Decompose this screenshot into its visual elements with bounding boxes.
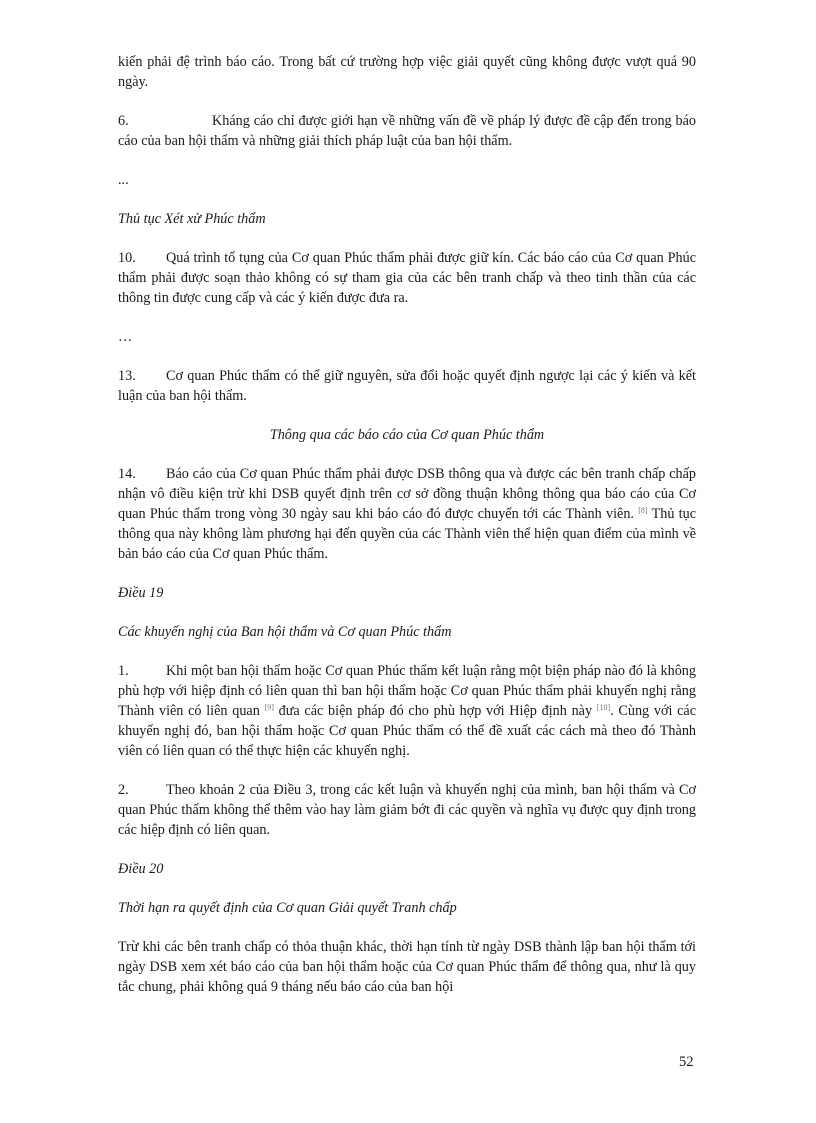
paragraph-intro: kiến phải đệ trình báo cáo. Trong bất cứ trường hợp việc giải quyết cũng không được vượt quá 90 ngày.	[118, 54, 696, 90]
paragraph-number: 6.	[118, 113, 129, 129]
ellipsis: ...	[118, 172, 129, 188]
paragraph-text: Quá trình tố tụng của Cơ quan Phúc thẩm phải được giữ kín. Các báo cáo của Cơ quan Phúc thẩm phải được soạn thảo không có sự tham gia của các bên tranh chấp và theo tinh thần của các thông tin được cung cấp và các ý kiến được đưa ra.	[118, 250, 696, 306]
paragraph-text: . Cùng với các khuyến nghị đó, ban hội thẩm hoặc Cơ quan Phúc thẩm có thể đề xuất các cách mà theo đó Thành viên có liên quan có thể thực hiện các khuyến nghị.	[118, 703, 697, 759]
paragraph-number: 1.	[118, 663, 129, 679]
article-19-title: Các khuyến nghị của Ban hội thẩm và Cơ quan Phúc thẩm	[118, 624, 452, 640]
article-19-heading: Điều 19	[118, 585, 164, 601]
paragraph-13	[118, 366, 696, 406]
paragraph-text: Theo khoản 2 của Điều 3, trong các kết luận và khuyến nghị của mình, ban hội thẩm và Cơ quan Phúc thẩm không thể thêm vào hay làm giảm bớt đi các quyền và nghĩa vụ được quy định trong các hiệp định có liên quan.	[118, 782, 696, 838]
paragraph-text: Báo cáo của Cơ quan Phúc thẩm phải được DSB thông qua và được các bên tranh chấp chấp nhận vô điều kiện trừ khi DSB quyết định trên cơ sở đồng thuận không thông qua báo cáo của Cơ quan Phúc thẩm trong vòng 30 ngày sau khi báo cáo đó được chuyển tới các Thành viên.	[118, 466, 696, 522]
paragraph-14	[118, 464, 696, 564]
ellipsis: …	[118, 329, 133, 345]
section-heading-procedure: Thủ tục Xét xử Phúc thẩm	[118, 211, 266, 227]
paragraph-text: Khi một ban hội thẩm hoặc Cơ quan Phúc thẩm kết luận rằng một biện pháp nào đó là không phù hợp với hiệp định có liên quan thì ban hội thẩm hoặc Cơ quan Phúc thẩm phải khuyến nghị rằng Thành viên có liên quan	[118, 663, 696, 719]
paragraph-text: đưa các biện pháp đó cho phù hợp với Hiệp định này	[278, 703, 593, 719]
article-20-title: Thời hạn ra quyết định của Cơ quan Giải quyết Tranh chấp	[118, 900, 457, 916]
paragraph-19-2	[118, 780, 696, 840]
paragraph-number: 14.	[118, 466, 136, 482]
paragraph-number: 10.	[118, 250, 136, 266]
paragraph-number: 13.	[118, 368, 136, 384]
paragraph-20: Trừ khi các bên tranh chấp có thỏa thuận khác, thời hạn tính từ ngày DSB thành lập ban hội thẩm tới ngày DSB xem xét báo cáo của ban hội thẩm hoặc của Cơ quan Phúc thẩm để thông qua, như là quy tắc chung, phải không quá 9 tháng nếu báo cáo của ban hội	[118, 939, 696, 995]
section-heading-adoption: Thông qua các báo cáo của Cơ quan Phúc thẩm	[269, 427, 545, 443]
paragraph-6	[118, 111, 696, 151]
article-20-heading: Điều 20	[118, 861, 164, 877]
paragraph-text: Thủ tục thông qua này không làm phương hại đến quyền của các Thành viên thể hiện quan điểm của mình về bản báo cáo của Cơ quan Phúc thẩm.	[118, 506, 697, 562]
document-page	[118, 52, 696, 1016]
paragraph-text: Kháng cáo chỉ được giới hạn về những vấn đề về pháp lý được đề cập đến trong báo cáo của ban hội thẩm và những giải thích pháp luật của ban hội thẩm.	[118, 113, 696, 149]
footnote-ref-10[interactable]: [10]	[596, 703, 611, 712]
paragraph-10	[118, 248, 696, 308]
footnote-ref-9[interactable]: [9]	[264, 703, 274, 712]
paragraph-text: Cơ quan Phúc thẩm có thể giữ nguyên, sửa đổi hoặc quyết định ngược lại các ý kiến và kết luận của ban hội thẩm.	[118, 368, 696, 404]
footnote-ref-8[interactable]: [8]	[638, 506, 648, 515]
page-number: 52	[679, 1054, 694, 1070]
paragraph-number: 2.	[118, 782, 129, 798]
paragraph-19-1	[118, 661, 696, 761]
